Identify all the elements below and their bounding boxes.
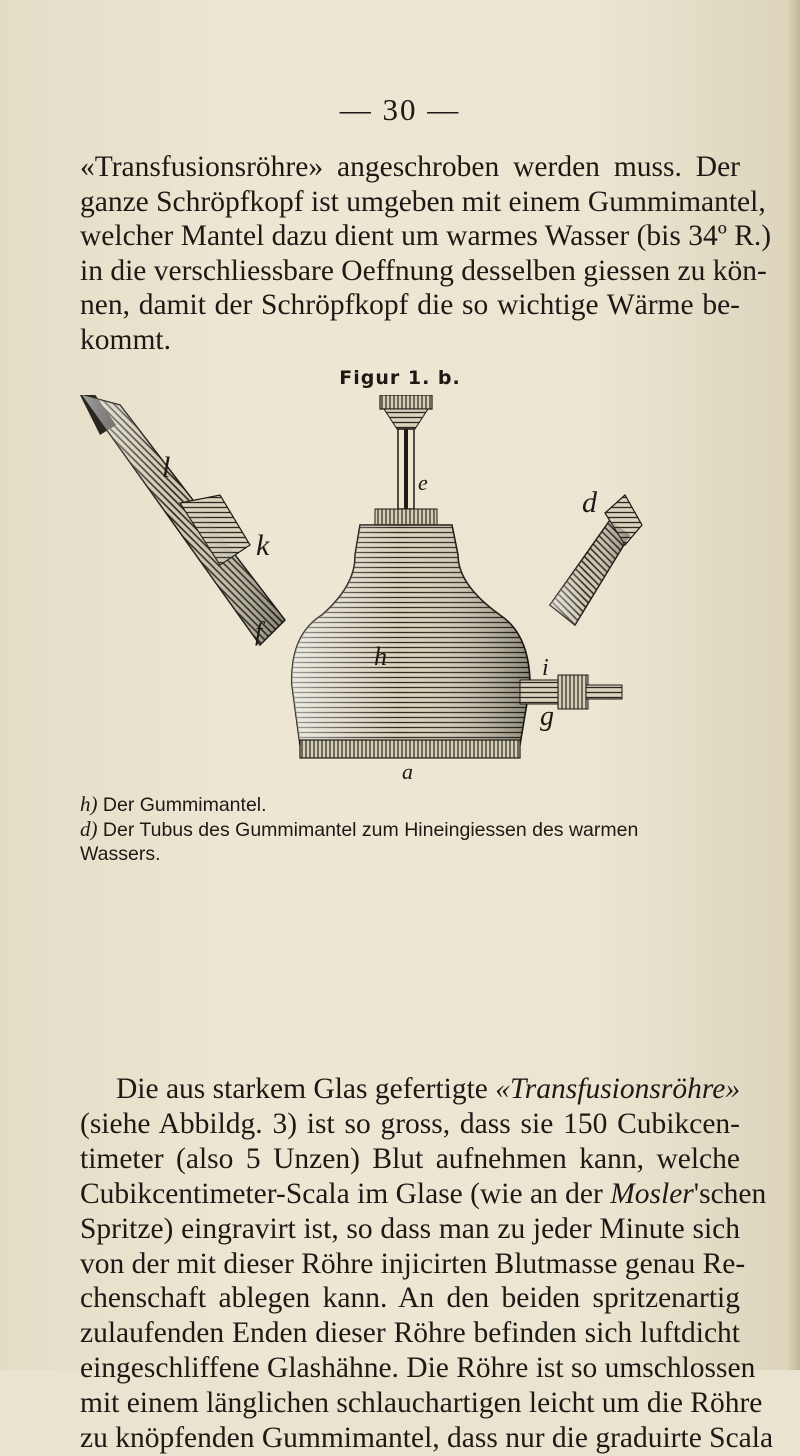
side-spout: [520, 675, 622, 709]
legend-text-continued: Wassers.: [80, 843, 161, 865]
text-line: timeter (also 5 Unzen) Blut aufnehmen kann, welche: [80, 1142, 740, 1175]
label-f: f: [255, 617, 263, 646]
text-run: Die aus starkem Glas gefertigte: [116, 1073, 496, 1105]
label-i: i: [542, 655, 549, 681]
label-h: h: [374, 642, 387, 671]
label-k: k: [256, 529, 270, 562]
text-line: eingeschliffene Glashähne. Die Röhre ist so umschlossen: [80, 1352, 756, 1385]
emphasis-text: «Transfusionsröhre»: [495, 1073, 741, 1105]
label-g: g: [540, 701, 554, 732]
main-paragraph: [80, 1072, 774, 1456]
text-line: [80, 1072, 740, 1107]
text-run: Cubikcentimeter-Scala im Glase (wie an der: [80, 1177, 611, 1210]
text-line: zulaufenden Enden dieser Röhre befinden sich luftdicht: [80, 1317, 740, 1350]
text-line: «Transfusionsröhre» angeschroben werden muss. Der: [80, 151, 740, 183]
figure-caption: Figur 1. b.: [339, 367, 461, 389]
page-number: — 30 —: [339, 92, 461, 127]
text-line: nen, damit der Schröpfkopf die so wichtige Wärme be-: [80, 289, 740, 322]
label-e: e: [418, 470, 428, 495]
legend-text: Der Tubus des Gummimantel zum Hineingiessen des warmen: [102, 819, 639, 841]
text-line: welcher Mantel dazu dient um warmes Wasser (bis 34º R.): [80, 220, 772, 253]
text-line: (siehe Abbildg. 3) ist so gross, dass sie 150 Cubikcen-: [80, 1107, 740, 1140]
legend-text: Der Gummimantel.: [102, 794, 267, 816]
text-line: in die verschliessbare Oeffnung desselben giessen zu kön-: [80, 254, 767, 287]
label-d: d: [582, 486, 597, 519]
left-tube: [80, 395, 285, 645]
text-line: mit einem länglichen schlauchartigen leicht um die Röhre: [80, 1387, 763, 1420]
label-a: a: [402, 759, 413, 784]
legend-item-d: [80, 817, 760, 842]
emphasis-text: Mosler: [610, 1177, 694, 1210]
legend-key: d): [80, 817, 98, 841]
text-line: [80, 1177, 767, 1212]
text-line: von der mit dieser Röhre injicirten Blutmasse genau Re-: [80, 1247, 746, 1280]
text-line: Spritze) eingravirt ist, so dass man zu jeder Minute sich: [80, 1212, 740, 1245]
top-stem: [375, 395, 437, 525]
legend-key: h): [80, 792, 98, 816]
intro-paragraph: [80, 150, 772, 358]
figure-legend: [80, 792, 760, 866]
text-line: ganze Schröpfkopf ist umgeben mit einem Gummimantel,: [80, 185, 766, 218]
schroepfkopf-illustration: [80, 395, 740, 785]
body-gummimantel: [292, 525, 530, 758]
legend-item-h: [80, 792, 760, 817]
text-line: chenschaft ablegen kann. An den beiden spritzenartig: [80, 1282, 740, 1315]
label-l: l: [162, 451, 171, 484]
text-line: kommt.: [80, 323, 171, 356]
text-line: zu knöpfenden Gummimantel, dass nur die graduirte Scala: [80, 1422, 774, 1455]
page-edge-shadow: [786, 0, 800, 1370]
text-run: 'schen: [693, 1177, 767, 1210]
